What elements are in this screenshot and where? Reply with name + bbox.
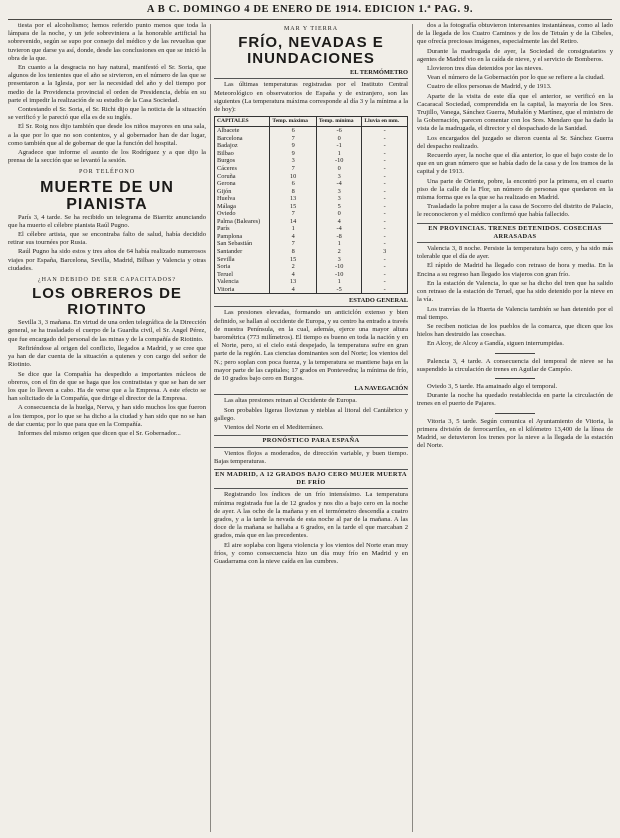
city-cell: Huelva xyxy=(215,195,270,203)
paragraph: Raúl Pugno ha sido estos y tres años de 64 había realizado numerosos viajes por España, Barcelona, Sevilla, Madrid, Bilbao y Valencia y otras ciudades. xyxy=(8,248,206,272)
city-cell: Albacete xyxy=(215,127,270,135)
city-cell: Bilbao xyxy=(215,150,270,158)
section-separator xyxy=(495,353,535,354)
paragraph: Durante la madrugada de ayer, la Sociedad de consignatarios y agentes de Madrid vio en la caída de nieve, y el servicio de Bomberos. xyxy=(417,47,613,63)
value-cell: - xyxy=(362,173,408,181)
value-cell: 1 xyxy=(316,150,362,158)
table-row xyxy=(215,240,408,248)
value-cell: 0 xyxy=(316,165,362,173)
value-cell: 3 xyxy=(270,157,317,165)
headline-muerte-pianista: MUERTE DE UN PIANISTA xyxy=(40,178,174,213)
paragraph: dos a la fotografía obtuvieron interesantes instantáneas, como al lado de la llegada de los Cuatro Caminos y de los de Tetuán y de la Cibeles, que ofrecía preciosas imágenes, especialmente las del Retiro. xyxy=(417,22,613,46)
value-cell: -4 xyxy=(316,225,362,233)
value-cell: - xyxy=(362,240,408,248)
paragraph: En cuanto a la desgracia no hay natural, manifestó el Sr. Soria, que algunos de los tenientes que el año se sirvieron, en el número de las que se presentaron a la Iglesia, por ser la necesidad del año y del tiempo por medio de la Providencia provincial el orden de Presidencia, debía en su parte el impedir la realización de su estudio de la Casa Sociedad. xyxy=(8,64,206,104)
table-row xyxy=(215,127,408,135)
value-cell: - xyxy=(362,233,408,241)
city-cell: Cáceres xyxy=(215,165,270,173)
city-cell: Gijón xyxy=(215,188,270,196)
value-cell: - xyxy=(362,263,408,271)
value-cell: -1 xyxy=(316,142,362,150)
paragraph: Las presiones elevadas, formando un anticiclón extenso y bien definido, se hallan al occidente de Europa, y su centro ha entrado a través de nuestra Península, en la cual, además, ejerce una mayor altura barométrica (773 milímetros). El tiempo es bueno en toda la nación y en el Norte, pero, si el cielo está despejado, la temperatura sufre en gran parte de la región. Las ciencias dominantes son del Norte; los vientos del N.; pero soplan con poca fuerza, y la temperatura se mantiene baja en la mayor parte de las capitales; 17 grados en Pontevedra; la mínima de frío, de 10 grados bajo cero en Burgos. xyxy=(214,309,408,383)
paragraph: Vitoria 3, 5 tarde. Según comunica el Ayuntamiento de Vitoria, la primera división de ferrocarriles, en el kilómetro 13,400 de la línea de Madrid, se detuvieron los trenes por la nieve a la llegada de la estación del Norte. xyxy=(417,417,613,450)
paragraph: El rápido de Madrid ha llegado con retraso de hora y media. En la Encina a su regreso han llegado los viajeros con gran frío. xyxy=(417,262,613,278)
section-kicker: POR TELÉFONO xyxy=(78,169,136,176)
city-cell: Badajoz xyxy=(215,142,270,150)
city-cell: Valencia xyxy=(215,278,270,286)
value-cell: 2 xyxy=(270,263,317,271)
value-cell: 7 xyxy=(270,240,317,248)
paragraph: En la estación de Valencia, lo que se ha dicho del tren que ha salido con retraso de la estación de Teruel, que ha sido detenido por la nieve en la vía. xyxy=(417,279,613,304)
paragraph: El Sr. Roig nos dijo también que desde los niños mayores en una sala, a la que por lo que no son contentos, y al gobernador han de dar lugar, como también que al de gobernar de que la función del hospital. xyxy=(8,123,206,147)
paragraph: Recuerdo ayer, la noche que el día anterior, lo que el bajo coste de lo que en un gran número que se había dado de la casa y de los tramos de la capital y de 1913. xyxy=(417,152,613,176)
value-cell: - xyxy=(362,127,408,135)
value-cell: 4 xyxy=(270,233,317,241)
section-kicker: ¿HAN DEBIDO DE SER CAPACITADOS? xyxy=(38,277,176,284)
paragraph: Oviedo 3, 5 tarde. Ha amainado algo el temporal. xyxy=(427,382,558,390)
value-cell: - xyxy=(362,157,408,165)
paragraph: Son probables ligeras lloviznas y nieblas al litoral del Cantábrico y gallego. xyxy=(214,406,408,422)
city-cell: París xyxy=(215,225,270,233)
headline-frio-nevadas: FRÍO, NEVADAS E INUNDACIONES xyxy=(238,34,384,68)
paragraph: Aparte de la visita de este día que el anterior, se verificó en la Cacaracal Sociedad, comprendida en la capital, la mayoría de los Sres. Trujillo, Vanega, Sánchez Guerra, Muñalón y Martínez, que el ministro de la Gobernación, parecen comentar con los Sres. Mendaro que ha dado la vista de la madrugada, el director y el despachado de la Sanidad. xyxy=(417,92,613,133)
city-cell: Barcelona xyxy=(215,135,270,143)
value-cell: - xyxy=(362,278,408,286)
table-row xyxy=(215,278,408,286)
value-cell: 10 xyxy=(270,173,317,181)
paragraph: Agradece que informe el asunto de los Rodríguez y a que dijo la prensa de la sección que se levantó la sesión. xyxy=(8,149,206,165)
city-cell: Oviedo xyxy=(215,210,270,218)
paragraph: A consecuencia de la huelga, Nerva, y han sido muchos los que fueron a los tiempos, por lo que se ha dicho a la ciudad y han sido que no se han de dar cuenta; por lo que para que en la Compañía. xyxy=(8,404,206,428)
value-cell: 4 xyxy=(270,271,317,279)
value-cell: - xyxy=(362,142,408,150)
value-cell: 7 xyxy=(270,135,317,143)
subheading-en-madrid: EN MADRID, A 12 GRADOS BAJO CERO MUJER MUERTA DE FRÍO xyxy=(214,469,408,489)
paragraph: Vean el número de la Gobernación por lo que se refiere a la ciudad. xyxy=(427,74,605,82)
subheading-pronostico: PRONÓSTICO PARA ESPAÑA xyxy=(214,435,408,447)
value-cell: 4 xyxy=(316,218,362,226)
value-cell: - xyxy=(362,195,408,203)
value-cell: 15 xyxy=(270,256,317,264)
value-cell: 3 xyxy=(316,195,362,203)
city-cell: Santander xyxy=(215,248,270,256)
paragraph: Palencia 3, 4 tarde. A consecuencia del temporal de nieve se ha suspendido la circulación de trenes en Aguilar de Campóo. xyxy=(417,357,613,373)
value-cell: 7 xyxy=(270,165,317,173)
table-row xyxy=(215,180,408,188)
column-header: Temp. máxima xyxy=(270,117,317,127)
value-cell: 13 xyxy=(270,195,317,203)
table-row xyxy=(215,157,408,165)
paragraph: El aire soplaba con ligera violencia y los vientos del Norte eran muy fríos, y como consecuencia hizo un día muy frío en Madrid y en Guadarrama con la nieve caída en las cumbres. xyxy=(214,541,408,565)
paragraph: En Alcoy, de Alcoy a Gandía, siguen interrumpidas. xyxy=(427,340,564,348)
value-cell: 9 xyxy=(270,142,317,150)
table-row xyxy=(215,271,408,279)
value-cell: - xyxy=(362,286,408,294)
value-cell: 5 xyxy=(316,203,362,211)
value-cell: 4 xyxy=(270,286,317,294)
city-cell: Gerona xyxy=(215,180,270,188)
value-cell: -4 xyxy=(316,180,362,188)
value-cell: - xyxy=(362,271,408,279)
section-separator xyxy=(495,378,535,379)
table-row xyxy=(215,195,408,203)
column-2 xyxy=(214,22,408,834)
value-cell: -5 xyxy=(316,286,362,294)
paragraph: Los encargados del juzgado se dieron cuenta al Sr. Sánchez Guerra del despacho realizado. xyxy=(417,134,613,150)
paragraph: Las últimas temperaturas registradas por el Instituto Central Meteorológico en observatorios de España y de extranjero, son las siguientes (La temperatura máxima corresponde al día 3 y la mínima a la de hoy): xyxy=(214,81,408,114)
paragraph: Las altas presiones reinan al Occidente de Europa. xyxy=(224,397,357,405)
value-cell: 9 xyxy=(270,150,317,158)
value-cell: 3 xyxy=(316,256,362,264)
temperature-table-body xyxy=(215,127,408,294)
city-cell: Vitoria xyxy=(215,286,270,294)
table-row xyxy=(215,225,408,233)
value-cell: 8 xyxy=(270,188,317,196)
section-kicker: MAR Y TIERRA xyxy=(283,26,339,32)
table-row xyxy=(215,188,408,196)
paragraph: Registrando los índices de un frío intensísimo. La temperatura mínima registrada fue la de 12 grados y nos dio a bajo cero en la noche de ayer. A las ocho de la mañana y en el termómetro descendía a cuatro grados, y a la tarde la nevada de esta noche al par de la mañana. A las doce de la mañana se hallaba a 6 grados, en la tarde el que marcaban 2 grados, más que en las precedentes. xyxy=(214,491,408,540)
table-row xyxy=(215,233,408,241)
table-row xyxy=(215,165,408,173)
value-cell: -10 xyxy=(316,271,362,279)
table-row xyxy=(215,286,408,294)
value-cell: 8 xyxy=(270,248,317,256)
value-cell: 1 xyxy=(270,225,317,233)
value-cell: 13 xyxy=(270,278,317,286)
value-cell: 3 xyxy=(362,248,408,256)
column-header: CAPITALES xyxy=(215,117,270,127)
city-cell: Sevilla xyxy=(215,256,270,264)
paragraph: Cuatro de ellos personas de Madrid, y de 1913. xyxy=(427,83,552,91)
table-row xyxy=(215,135,408,143)
column-header: Lluvia en mm. xyxy=(362,117,408,127)
paragraph: Contestando el Sr. Soria, el Sr. Richi dijo que la noticia de la situación se verificó y le pareció que ella es de su inglés. xyxy=(8,106,206,122)
value-cell: - xyxy=(362,203,408,211)
value-cell: - xyxy=(362,135,408,143)
table-row xyxy=(215,203,408,211)
table-row xyxy=(215,210,408,218)
paragraph: París 3, 4 tarde. Se ha recibido un telegrama de Biarritz anunciando que ha muerto el célebre pianista Raúl Pugno. xyxy=(8,213,206,229)
paragraph: Valencia 3, 8 noche. Persiste la temperatura bajo cero, y ha sido más tolerable que el día de ayer. xyxy=(417,245,613,261)
paragraph: Los tranvías de la Huerta de Valencia también se han detenido por el mal tiempo. xyxy=(417,305,613,321)
section-separator xyxy=(495,413,535,414)
value-cell: 15 xyxy=(270,203,317,211)
table-row xyxy=(215,150,408,158)
paragraph: Una parte de Oriente, pobre, la encontró por la primera, en el cuarto piso de la calle de la Flor, un número de personas que quedaron en la misma forma que es la que se ha realizado en Madrid. xyxy=(417,177,613,202)
value-cell: 6 xyxy=(270,127,317,135)
value-cell: -8 xyxy=(316,233,362,241)
table-row xyxy=(215,173,408,181)
value-cell: - xyxy=(362,188,408,196)
value-cell: 0 xyxy=(316,210,362,218)
subheading-termometro: EL TERMÓMETRO xyxy=(214,69,408,79)
value-cell: 2 xyxy=(316,248,362,256)
temperature-table xyxy=(214,116,408,294)
value-cell: - xyxy=(362,180,408,188)
value-cell: -10 xyxy=(316,157,362,165)
page-masthead: A B C. DOMINGO 4 DE ENERO DE 1914. EDICION 1.ª PAG. 9. xyxy=(146,4,474,15)
paragraph: Durante la noche ha quedado restablecida en parte la circulación de trenes en el puerto de Pajares. xyxy=(417,392,613,408)
value-cell: 3 xyxy=(316,188,362,196)
table-row xyxy=(215,142,408,150)
paragraph: Se reciben noticias de los pueblos de la comarca, que dicen que los hielos han destruido las cosechas. xyxy=(417,322,613,339)
paragraph: Se dice que la Compañía ha despedido a importantes núcleos de obreros, con el fin de que se haga que los contratistas y que se han de ser los que lo lleven a cabo. Ha de verse que a la Empresa. A este efecto se han solicitado de la Compañía, que dirige el director de la Empresa. xyxy=(8,370,206,403)
value-cell: -10 xyxy=(316,263,362,271)
paragraph: Vientos flojos a moderados, de dirección variable, y buen tiempo. Bajas temperaturas. xyxy=(214,449,408,465)
value-cell: 1 xyxy=(316,278,362,286)
subheading-en-provincias: EN PROVINCIAS. TRENES DETENIDOS. COSECHAS ARRASADAS xyxy=(417,223,613,243)
city-cell: Burgos xyxy=(215,157,270,165)
table-row xyxy=(215,248,408,256)
table-row xyxy=(215,263,408,271)
city-cell: San Sebastián xyxy=(215,240,270,248)
paragraph: Sevilla 3, 3 mañana. En virtud de una orden telegráfica de la Dirección general, se ha trasladado el cuerpo de la Guardia civil, el Sr. Angel Pérez, que fue encargado del personal de las minas y de la compañía de Riotinto. xyxy=(8,319,206,343)
paragraph: tiesta por el alcoholismo; hemos referido punto menos que toda la lámpara de la noche, y un jefe sobreviniera a la honorable artificial ha sobrevenido, según se supo por consejo del médico y de las revueltas que tuvieron que darse ya así, donde, desde las conclusiones en que se inició la obra de la que. xyxy=(8,22,206,62)
table-header-row xyxy=(215,117,408,127)
subheading-estado-general: ESTADO GENERAL xyxy=(214,297,408,307)
value-cell: 6 xyxy=(270,180,317,188)
city-cell: Pamplona xyxy=(215,233,270,241)
value-cell: - xyxy=(362,150,408,158)
masthead-rule xyxy=(8,19,612,20)
city-cell: Teruel xyxy=(215,271,270,279)
value-cell: 14 xyxy=(270,218,317,226)
column-header: Temp. mínima xyxy=(316,117,362,127)
subheading-navegacion: LA NAVEGACIÓN xyxy=(214,385,408,395)
value-cell: - xyxy=(362,165,408,173)
table-row xyxy=(215,218,408,226)
paragraph: El célebre artista, que se encontraba falto de salud, había decidido retirar sus tournées por Rusia. xyxy=(8,231,206,247)
paragraph: Vientos del Norte en el Mediterráneo. xyxy=(224,424,324,432)
table-row xyxy=(215,256,408,264)
column-3 xyxy=(417,22,613,834)
city-cell: Soria xyxy=(215,263,270,271)
value-cell: - xyxy=(362,210,408,218)
value-cell: 7 xyxy=(270,210,317,218)
column-1 xyxy=(8,22,206,834)
column-divider xyxy=(412,24,413,832)
headline-obreros-riotinto: LOS OBREROS DE RIOTINTO xyxy=(32,285,182,319)
value-cell: 0 xyxy=(316,135,362,143)
city-cell: Málaga xyxy=(215,203,270,211)
value-cell: - xyxy=(362,218,408,226)
value-cell: 3 xyxy=(316,173,362,181)
city-cell: Coruña xyxy=(215,173,270,181)
paragraph: Llovieron tres días detenidos por las nieves. xyxy=(427,65,543,73)
paragraph: Refiriéndose al origen del conflicto, llegados a Madrid, y se cree que ya han de dar cuenta de la situación a quienes y con cargo del señor de Riotinto. xyxy=(8,344,206,369)
paragraph: Informes del mismo origen que dicen que el Sr. Gobernador... xyxy=(18,429,181,437)
paragraph: Trasladado la pobre mujer a la casa de Socorro del distrito de Palacio, le reconocieron y el médico confirmó que había fallecido. xyxy=(417,203,613,219)
value-cell: 1 xyxy=(316,240,362,248)
value-cell: - xyxy=(362,256,408,264)
city-cell: Palma (Baleares) xyxy=(215,218,270,226)
value-cell: -6 xyxy=(316,127,362,135)
column-divider xyxy=(210,24,211,832)
value-cell: - xyxy=(362,225,408,233)
